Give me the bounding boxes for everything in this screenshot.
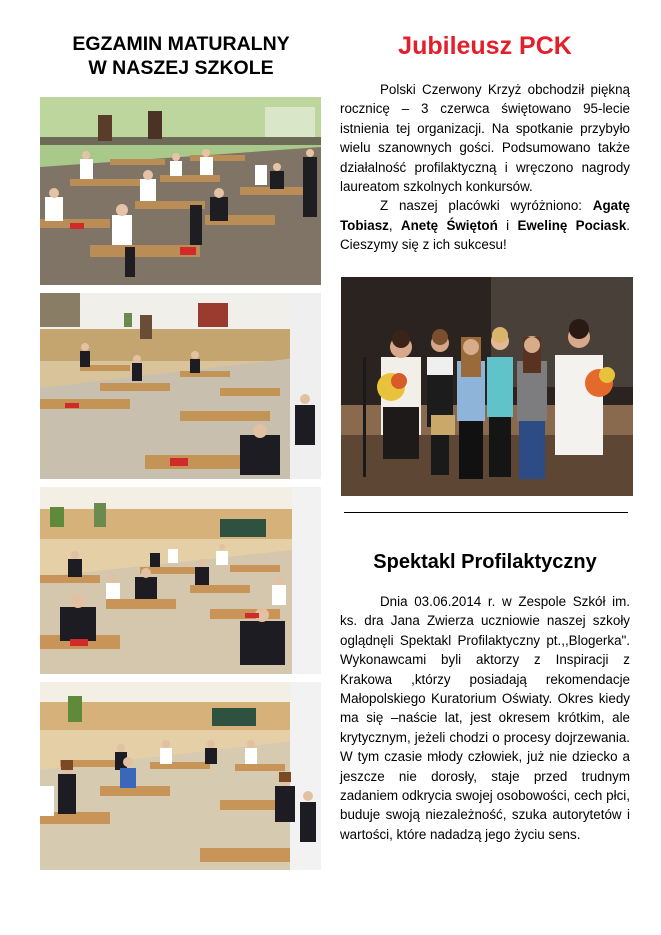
exam-room-photo-4 [40, 682, 321, 870]
exam-title-line2: W NASZEJ SZKOLE [88, 57, 274, 79]
exam-title [38, 32, 324, 80]
pck-closing: . Cieszymy się z ich sukcesu! [340, 217, 631, 253]
winner-1: Agatę Tobiasz [340, 198, 630, 233]
exam-room-photo-1 [40, 97, 321, 285]
pck-title: Jubileusz PCK [398, 32, 572, 60]
pck-article [340, 80, 630, 255]
separator-1: , [388, 217, 401, 233]
pck-group-photo [341, 277, 633, 496]
exam-room-photo-2 [40, 293, 321, 479]
spektakl-paragraph: Dnia 03.06.2014 r. w Zespole Szkół im. ks. dra Jana Zwierza uczniowie naszej szkoły oglądnęli Spektakl Profilaktyczny pt.,,Blogerka". Wykonawcami byli aktorzy z Inspiracji z Krakowa ,którzy posiadają rekomendacje Małopolskiego Kuratorium Oświaty. Okres kiedy ma się –naście lat, jest okresem krótkim, ale krytycznym, jeżeli chodzi o procesy dojrzewania. W tym czasie młody człowiek, już nie dziecko a jeszcze nie dorosły, staje przed trudnym zadaniem odkrycia swojej osobowości, cech płci, buduje swoją niezależność, szuka autorytetów i wartości, które nadadzą jego życiu sens. [340, 594, 630, 842]
pck-paragraph-2 [340, 196, 630, 254]
section-divider [344, 512, 628, 513]
separator-2: i [497, 217, 518, 233]
spektakl-title: Spektakl Profilaktyczny [373, 551, 597, 573]
exam-title-line1: EGZAMIN MATURALNY [72, 33, 290, 55]
pck-paragraph-1: Polski Czerwony Krzyż obchodził piękną rocznicę – 3 czerwca świętowano 95-lecie istnienia tej organizacji. Na spotkanie przybyło wielu szanownych gości. Podsumowano także działalność profilaktyczną i wręczono nagrody laureatom szkolnych konkursów. [340, 82, 630, 195]
pck-intro: Z naszej placówki wyróżniono: [380, 198, 593, 214]
winner-2: Anetę Świętoń [400, 217, 498, 233]
exam-room-photo-3 [40, 487, 321, 674]
spektakl-article [340, 592, 630, 844]
winner-3: Ewelinę Pociask [517, 217, 627, 233]
